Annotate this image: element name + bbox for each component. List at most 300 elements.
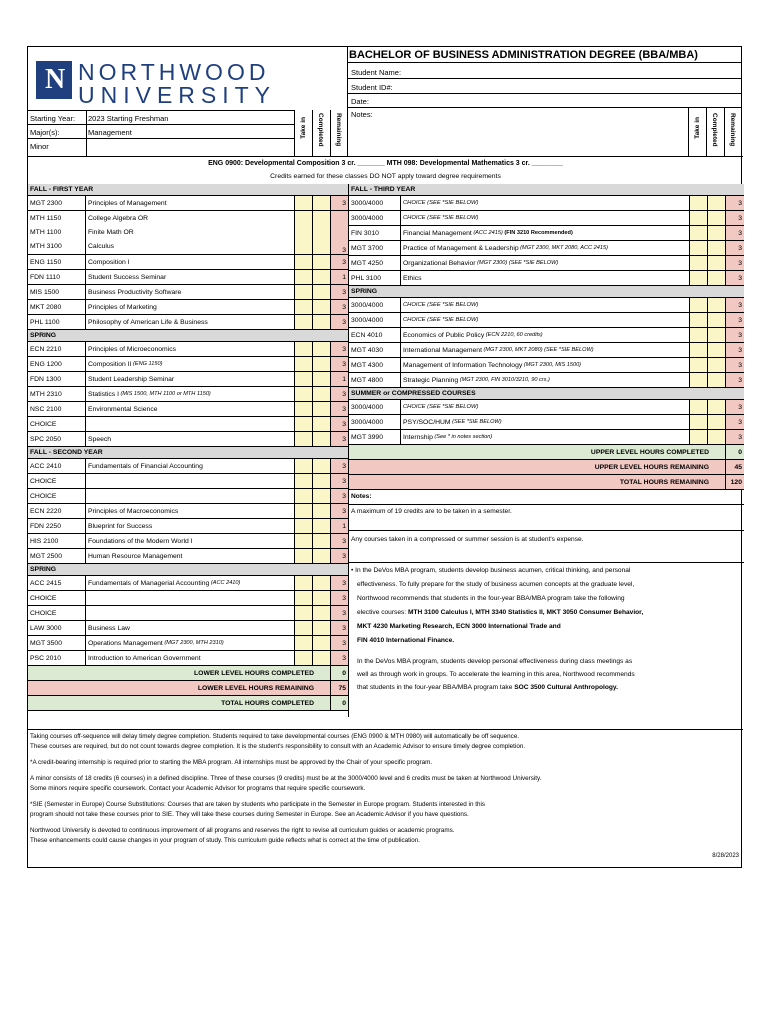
- credits-remaining: 1: [330, 519, 348, 533]
- notes-label: Notes:: [351, 110, 373, 119]
- name-text: Composition I: [88, 258, 130, 266]
- course-row: [349, 415, 744, 430]
- footer-line: Taking courses off-sequence will delay timely degree completion. Students required to take developmental courses (ENG 0900 & MTH 0980) will automatically be off sequence.: [30, 733, 520, 740]
- course-name: [401, 373, 689, 387]
- completed-box[interactable]: [707, 256, 725, 270]
- note-b4a: elective courses:: [357, 609, 408, 616]
- name-text: Organizational Behavior: [403, 259, 476, 267]
- course-row: [349, 430, 744, 445]
- course-row: [28, 591, 348, 606]
- course-code: [28, 285, 86, 299]
- section-label: SPRING: [30, 566, 57, 573]
- name-text: Financial Management: [403, 229, 472, 237]
- total-row: [349, 475, 744, 490]
- code-text: FDN 2250: [30, 522, 61, 530]
- course-code: [28, 372, 86, 386]
- course-name: [401, 313, 689, 327]
- completed-box[interactable]: [312, 432, 330, 446]
- course-name: [86, 489, 294, 503]
- code-text: ENG 1150: [30, 258, 62, 266]
- col-completed-left: Completed: [317, 113, 324, 147]
- take-in-box[interactable]: [294, 549, 312, 563]
- col-take-in-left: Take in: [300, 117, 307, 139]
- take-in-box[interactable]: [689, 313, 707, 327]
- course-name: [401, 271, 689, 285]
- course-name: [86, 285, 294, 299]
- take-in-box[interactable]: [689, 328, 707, 342]
- take-in-box[interactable]: [294, 606, 312, 620]
- take-in-box[interactable]: [294, 576, 312, 590]
- take-in-box[interactable]: [689, 373, 707, 387]
- credits-remaining: 3: [330, 285, 348, 299]
- prereq-text: (MGT 2300, FIN 3010/3210, 90 crs.): [458, 377, 550, 383]
- course-row: [349, 343, 744, 358]
- name-text: Strategic Planning: [403, 376, 459, 384]
- take-in-box[interactable]: [689, 298, 707, 312]
- credits-remaining: 3: [725, 196, 744, 210]
- total-value: 120: [725, 475, 744, 490]
- course-row: [349, 256, 744, 271]
- course-row: [349, 241, 744, 256]
- credits-remaining: 3: [725, 400, 744, 414]
- course-code: [28, 417, 86, 431]
- course-code: [28, 459, 86, 473]
- northwood-logo: [36, 55, 277, 108]
- date-label: Date:: [351, 97, 369, 106]
- course-name: [401, 256, 689, 270]
- take-in-box[interactable]: [294, 372, 312, 386]
- name-text: Ethics: [403, 274, 422, 282]
- completed-box[interactable]: [707, 328, 725, 342]
- take-in-box[interactable]: [689, 226, 707, 240]
- credits-remaining: 3: [330, 432, 348, 446]
- credits-remaining: 3: [330, 402, 348, 416]
- take-in-box[interactable]: [294, 459, 312, 473]
- take-in-box[interactable]: [294, 651, 312, 665]
- code-text: CHOICE: [30, 492, 57, 500]
- course-row: [349, 298, 744, 313]
- course-name: [401, 430, 689, 444]
- name-text: Blueprint for Success: [88, 522, 153, 530]
- code-text: PHL 3100: [351, 274, 381, 282]
- code-text: MGT 4030: [351, 346, 383, 354]
- take-in-box[interactable]: [294, 315, 312, 329]
- course-code: [28, 576, 86, 590]
- completed-box[interactable]: [707, 313, 725, 327]
- credits-remaining: 3: [725, 328, 744, 342]
- section-header: [28, 447, 348, 459]
- section-label: FALL - FIRST YEAR: [30, 186, 94, 193]
- course-code: [28, 606, 86, 620]
- completed-box[interactable]: [312, 474, 330, 488]
- take-in-box[interactable]: [294, 255, 312, 269]
- course-code: [349, 358, 401, 372]
- take-in-box[interactable]: [294, 402, 312, 416]
- completed-box[interactable]: [707, 298, 725, 312]
- curriculum-sheet: [27, 46, 742, 868]
- course-name: [86, 270, 294, 284]
- code-text: MGT 2500: [30, 552, 62, 560]
- course-name: [86, 534, 294, 548]
- completed-box[interactable]: [707, 358, 725, 372]
- completed-box[interactable]: [312, 342, 330, 356]
- student-name-label: Student Name:: [351, 68, 402, 77]
- completed-box[interactable]: [312, 621, 330, 635]
- course-name: [86, 606, 294, 620]
- name-text: Business Productivity Software: [88, 288, 182, 296]
- name-text: Composition II: [88, 360, 132, 368]
- course-name: [86, 417, 294, 431]
- credits-remaining: 1: [330, 270, 348, 284]
- code-text: 3000/4000: [351, 403, 384, 411]
- take-in-box[interactable]: [689, 271, 707, 285]
- total-row: [28, 666, 348, 681]
- credits-remaining: 3: [330, 636, 348, 650]
- course-row: [28, 300, 348, 315]
- course-name: [401, 298, 689, 312]
- completed-box[interactable]: [312, 196, 330, 210]
- code-text: PSC 2010: [30, 654, 61, 662]
- name-text: Fundamentals of Financial Accounting: [88, 462, 203, 470]
- take-in-box[interactable]: [294, 489, 312, 503]
- name-text: Introduction to American Government: [88, 654, 201, 662]
- completed-box[interactable]: [707, 343, 725, 357]
- completed-box[interactable]: [707, 226, 725, 240]
- section-label: FALL - THIRD YEAR: [351, 186, 416, 193]
- course-code: [349, 373, 401, 387]
- total-value: 45: [725, 460, 744, 475]
- completed-box[interactable]: [312, 417, 330, 431]
- completed-box[interactable]: [707, 211, 725, 225]
- course-row: [28, 270, 348, 285]
- course-name: [86, 315, 294, 329]
- name-text: CHOICE (SEE *SIE BELOW): [403, 200, 479, 206]
- course-code: [28, 196, 86, 210]
- completed-box[interactable]: [312, 402, 330, 416]
- completed-box[interactable]: [312, 651, 330, 665]
- course-name: [86, 196, 294, 210]
- completed-box[interactable]: [312, 534, 330, 548]
- code-text: MIS 1500: [30, 288, 60, 296]
- take-in-box[interactable]: [689, 256, 707, 270]
- course-code: [349, 196, 401, 210]
- take-in-box[interactable]: [294, 591, 312, 605]
- credits-remaining: 3: [725, 271, 744, 285]
- name-text: International Management: [403, 346, 482, 354]
- completed-box[interactable]: [312, 606, 330, 620]
- section-label: SPRING: [351, 288, 378, 295]
- completed-box[interactable]: [707, 196, 725, 210]
- course-name: [401, 400, 689, 414]
- completed-box[interactable]: [312, 285, 330, 299]
- take-in-box[interactable]: [294, 636, 312, 650]
- course-code: [28, 387, 86, 401]
- course-row: [349, 328, 744, 343]
- prereq-text: (MGT 2300, MKT 2080) (SEE *SIE BELOW): [481, 347, 594, 353]
- take-in-box[interactable]: [689, 196, 707, 210]
- completed-box[interactable]: [312, 636, 330, 650]
- code-text: 3000/4000: [351, 199, 384, 207]
- course-name: [86, 474, 294, 488]
- minor-label: Minor: [30, 142, 49, 151]
- take-in-box[interactable]: [294, 417, 312, 431]
- course-row: [28, 621, 348, 636]
- completed-box[interactable]: [707, 430, 725, 444]
- course-row: [28, 342, 348, 357]
- course-row: [349, 196, 744, 211]
- course-row: [28, 504, 348, 519]
- course-name: [401, 358, 689, 372]
- take-in-box[interactable]: [689, 430, 707, 444]
- course-row: [28, 387, 348, 402]
- course-row: [28, 402, 348, 417]
- footer-line: *SIE (Semester in Europe) Course Substitutions: Courses that are taken by students who participate in the Semester in Europe program. Students interested in this: [30, 801, 486, 808]
- name-text: Statistics I: [88, 390, 119, 398]
- credits-remaining: 3: [330, 315, 348, 329]
- course-name: [86, 357, 294, 371]
- take-in-box[interactable]: [689, 343, 707, 357]
- col-remaining-left: Remaining: [335, 113, 342, 147]
- course-row: [349, 226, 744, 241]
- total-row: [28, 681, 348, 696]
- section-label: SPRING: [30, 332, 57, 339]
- credits-remaining: 3: [330, 651, 348, 665]
- completed-box[interactable]: [312, 519, 330, 533]
- course-code: [28, 636, 86, 650]
- course-code: [349, 328, 401, 342]
- code-text: NSC 2100: [30, 405, 62, 413]
- name-text: Management of Information Technology: [403, 361, 523, 369]
- code-text: FDN 1110: [30, 273, 60, 281]
- course-code: [28, 651, 86, 665]
- col-remaining-right: Remaining: [729, 113, 736, 147]
- completed-box[interactable]: [312, 255, 330, 269]
- completed-box[interactable]: [312, 315, 330, 329]
- take-in-box[interactable]: [294, 196, 312, 210]
- take-in-box[interactable]: [689, 415, 707, 429]
- course-code: [349, 226, 401, 240]
- take-in-box[interactable]: [294, 342, 312, 356]
- notes-section: [348, 490, 743, 717]
- course-name: [401, 343, 689, 357]
- credits-remaining: 3: [725, 373, 744, 387]
- total-value: 0: [725, 445, 744, 460]
- course-row: [28, 519, 348, 534]
- course-code: [28, 255, 86, 269]
- code-text: CHOICE: [30, 594, 57, 602]
- total-row: [349, 460, 744, 475]
- name-text: Fundamentals of Managerial Accounting: [88, 579, 210, 587]
- code-text: 3000/4000: [351, 301, 384, 309]
- prereq-text: (See * in notes section): [432, 434, 493, 440]
- completed-box[interactable]: [312, 504, 330, 518]
- completed-box[interactable]: [312, 211, 330, 254]
- course-name: [86, 342, 294, 356]
- course-code: [28, 591, 86, 605]
- prereq-text: (MGT 2300, MIS 1500): [522, 362, 582, 368]
- name-text: Speech: [88, 435, 112, 443]
- course-name: [401, 226, 689, 240]
- course-row: [28, 211, 348, 255]
- course-name: [86, 504, 294, 518]
- course-name: [401, 196, 689, 210]
- code-text: HIS 2100: [30, 537, 59, 545]
- take-in-box[interactable]: [294, 270, 312, 284]
- take-in-box[interactable]: [294, 387, 312, 401]
- developmental-subline: Credits earned for these classes DO NOT apply toward degree requirements: [270, 173, 501, 180]
- credits-remaining: 3: [330, 417, 348, 431]
- course-name: [86, 651, 294, 665]
- course-name: [86, 519, 294, 533]
- starting-year-value: 2023 Starting Freshman: [88, 114, 169, 123]
- total-value: 75: [330, 681, 348, 696]
- course-row: [28, 432, 348, 447]
- take-in-box[interactable]: [689, 358, 707, 372]
- completed-box[interactable]: [312, 459, 330, 473]
- take-in-box[interactable]: [689, 241, 707, 255]
- footer-line: Some minors require specific coursework. Contact your Academic Advisor for programs that require specific coursework.: [30, 785, 366, 792]
- completed-box[interactable]: [312, 270, 330, 284]
- name-text: Principles of Macroeconomics: [88, 507, 179, 515]
- course-name: [401, 211, 689, 225]
- section-label: SUMMER or COMPRESSED COURSES: [351, 390, 476, 397]
- completed-box[interactable]: [707, 271, 725, 285]
- prereq-text: (SEE *SIE BELOW): [450, 419, 502, 425]
- prereq-text: (ACC 2415): [471, 230, 503, 236]
- total-label: TOTAL HOURS REMAINING: [349, 475, 725, 490]
- take-in-box[interactable]: [689, 400, 707, 414]
- course-name: [86, 402, 294, 416]
- course-code: [349, 241, 401, 255]
- course-code: [28, 489, 86, 503]
- course-code: [28, 315, 86, 329]
- completed-box[interactable]: [312, 489, 330, 503]
- take-in-box[interactable]: [294, 285, 312, 299]
- course-code: [28, 432, 86, 446]
- completed-box[interactable]: [312, 549, 330, 563]
- completed-box[interactable]: [312, 372, 330, 386]
- name-text: Principles of Microeconomics: [88, 345, 177, 353]
- course-name: [86, 591, 294, 605]
- course-code: [349, 256, 401, 270]
- course-code-alt: MTH 1150: [30, 214, 62, 222]
- name-text: PSY/SOC/HUM: [403, 418, 451, 426]
- completed-box[interactable]: [312, 591, 330, 605]
- course-code: [28, 300, 86, 314]
- take-in-box[interactable]: [294, 300, 312, 314]
- recommend-text: (FIN 3210 Recommended): [502, 230, 573, 236]
- prereq-text: (MIS 1500, MTH 1100 or MTH 1150): [118, 391, 211, 397]
- course-name-alt: Finite Math OR: [88, 228, 134, 236]
- note-b4b: MTH 3100 Calculus I, MTH 3340 Statistics II, MKT 3050 Consumer Behavior,: [407, 609, 644, 616]
- section-header: [349, 388, 744, 400]
- completed-box[interactable]: [707, 241, 725, 255]
- course-code-alt: MTH 1100: [30, 228, 62, 236]
- note-c3a: that students in the four-year BBA/MBA program take: [357, 684, 515, 691]
- course-name: [86, 621, 294, 635]
- code-text: MKT 2080: [30, 303, 62, 311]
- logo-line1: NORTHWOOD: [78, 59, 270, 85]
- code-text: ECN 4010: [351, 331, 383, 339]
- take-in-box[interactable]: [294, 621, 312, 635]
- total-row: [28, 696, 348, 711]
- credits-remaining: 3: [330, 591, 348, 605]
- completed-box[interactable]: [707, 415, 725, 429]
- course-code: [28, 211, 86, 254]
- completed-box[interactable]: [312, 576, 330, 590]
- course-name: [401, 328, 689, 342]
- code-text: ECN 2220: [30, 507, 62, 515]
- course-row: [28, 417, 348, 432]
- credits-remaining: 3: [725, 358, 744, 372]
- take-in-box[interactable]: [294, 534, 312, 548]
- credits-remaining: 3: [330, 504, 348, 518]
- course-row: [28, 372, 348, 387]
- course-row: [349, 373, 744, 388]
- course-row: [28, 474, 348, 489]
- completed-box[interactable]: [707, 400, 725, 414]
- code-text: 3000/4000: [351, 214, 384, 222]
- completed-box[interactable]: [707, 373, 725, 387]
- credits-remaining: 3: [725, 313, 744, 327]
- footer-line: These enhancements could cause changes in your program of study. This curriculum guide reflects what is correct at the time of publication.: [30, 837, 421, 844]
- total-label: LOWER LEVEL HOURS COMPLETED: [28, 666, 330, 681]
- right-course-column: [348, 184, 743, 502]
- note-b6: FIN 4010 International Finance.: [357, 637, 455, 644]
- course-code: [349, 313, 401, 327]
- credits-remaining: 3: [330, 387, 348, 401]
- credits-remaining: 3: [725, 298, 744, 312]
- starting-year-label: Starting Year:: [30, 114, 76, 123]
- note-b5: MKT 4230 Marketing Research, ECN 3000 International Trade and: [357, 623, 561, 630]
- code-text: MGT 3990: [351, 433, 383, 441]
- name-text: Foundations of the Modern World I: [88, 537, 193, 545]
- take-in-box[interactable]: [294, 504, 312, 518]
- header: [28, 47, 743, 157]
- course-row: [28, 576, 348, 591]
- col-take-in-right: Take in: [694, 117, 701, 139]
- completed-box[interactable]: [312, 387, 330, 401]
- prereq-text: (MGT 2300, MTH 2310): [162, 640, 224, 646]
- total-value: 0: [330, 666, 348, 681]
- code-text: ECN 2210: [30, 345, 62, 353]
- course-name: [86, 387, 294, 401]
- section-header: [28, 330, 348, 342]
- take-in-box[interactable]: [294, 519, 312, 533]
- code-text: MGT 2300: [30, 199, 62, 207]
- name-text: CHOICE (SEE *SIE BELOW): [403, 404, 479, 410]
- completed-box[interactable]: [312, 300, 330, 314]
- credits-remaining: 3: [330, 534, 348, 548]
- course-code: [349, 430, 401, 444]
- take-in-box[interactable]: [689, 211, 707, 225]
- credits-remaining: 3: [725, 343, 744, 357]
- completed-box[interactable]: [312, 357, 330, 371]
- take-in-box[interactable]: [294, 432, 312, 446]
- footer-line: *A credit-bearing internship is required prior to starting the MBA program. All internships must be approved by the Chair of your specific program.: [30, 759, 433, 766]
- code-text: ENG 1200: [30, 360, 62, 368]
- take-in-box[interactable]: [294, 357, 312, 371]
- name-text: Economics of Public Policy: [403, 331, 485, 339]
- take-in-box[interactable]: [294, 474, 312, 488]
- course-row: [28, 357, 348, 372]
- developmental-line: ENG 0900: Developmental Composition 3 cr. _______ MTH 098: Developmental Mathematics 3 cr. ________: [208, 160, 563, 167]
- credits-remaining: 3: [725, 241, 744, 255]
- note-b2: effectiveness. To fully prepare for the study of business acumen concepts at the graduate level,: [357, 581, 635, 588]
- total-value: 0: [330, 696, 348, 711]
- section-header: [28, 564, 348, 576]
- take-in-box[interactable]: [294, 211, 312, 254]
